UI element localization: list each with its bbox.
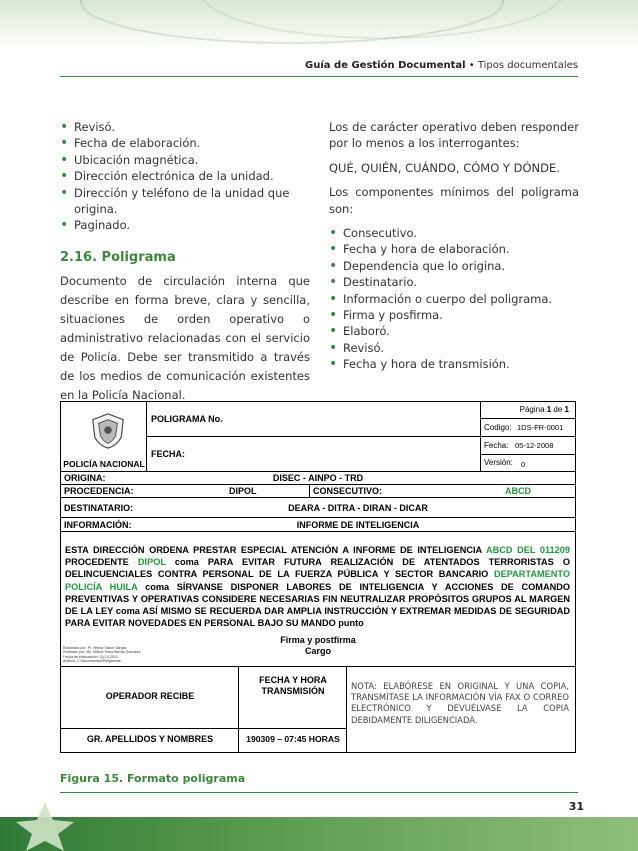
cargo-label: Cargo xyxy=(304,646,331,656)
fecha2-label: Fecha: xyxy=(484,441,509,450)
version-label: Versión: xyxy=(484,458,513,467)
procedencia-row xyxy=(61,485,575,498)
star-decoration-icon xyxy=(10,800,80,851)
firma-label: Firma y postfirma xyxy=(280,635,356,645)
list-item: • Fecha y hora de transmisión. xyxy=(329,356,579,372)
list-item: • Fecha y hora de elaboración. xyxy=(329,241,579,257)
left-bullet-list xyxy=(60,119,310,234)
body-highlight: ABCD DEL 011209 xyxy=(486,545,570,555)
informacion-label: INFORMACIÓN: xyxy=(64,520,132,530)
list-item: • Dirección electrónica de la unidad. xyxy=(60,168,310,184)
list-item: • Información o cuerpo del poligrama. xyxy=(329,291,579,307)
procedencia-value: DIPOL xyxy=(229,486,257,496)
grado-cell xyxy=(61,729,239,752)
components-intro: Los componentes mínimos del poligrama son: xyxy=(329,185,579,216)
destinatario-row xyxy=(61,498,575,518)
consecutivo-value: ABCD xyxy=(505,486,531,496)
origina-value: DISEC - AINPO - TRD xyxy=(272,473,364,483)
destinatario-label: DESTINATARIO: xyxy=(64,503,134,513)
metadata-line: Elaborado por: Pt. Héctor Tobón Vargas xyxy=(63,646,127,650)
codigo-label: Codigo: xyxy=(484,423,512,432)
poligrama-form xyxy=(60,401,576,753)
metadata-line: Archivo: C:\Documentos\Poligramas xyxy=(63,658,121,663)
right-bullet-list xyxy=(329,225,579,373)
header-subtitle: Tipos documentales xyxy=(477,60,578,71)
fecha-cell xyxy=(147,437,481,472)
version-value: 0 xyxy=(521,460,526,469)
header-title: Guía de Gestión Documental xyxy=(305,60,466,71)
page-number: 31 xyxy=(568,800,584,813)
pagina-text xyxy=(520,405,569,414)
operador-cell xyxy=(61,667,239,729)
body-cell xyxy=(61,532,575,667)
fecha-version-cell xyxy=(481,437,575,455)
list-item: • Fecha de elaboración. xyxy=(60,135,310,151)
intro-paragraph: Los de carácter operativo deben responder por lo menos a los interrogantes: xyxy=(329,120,579,151)
body-text: coma PARA EVITAR FUTURA REALIZACIÓN DE ATENTADOS TERRORISTAS O DELINCUENCIALES CONTRA PERSONAL DE LA FUERZA PÚBLICA Y SECTOR BANCARIO xyxy=(65,557,570,580)
pagina-of: de xyxy=(551,405,565,414)
list-item: • Paginado. xyxy=(60,217,310,233)
section-title: 2.16. Poligrama xyxy=(60,249,176,265)
origina-label: ORIGINA: xyxy=(64,473,106,483)
metadata-line: Revisado por: My. Wilson Yesid Bernal González xyxy=(63,650,141,655)
logo-cell xyxy=(61,402,147,472)
body-highlight: DIPOL xyxy=(137,557,166,568)
fecha-hora-label: FECHA Y HORA TRANSMISIÓN xyxy=(259,675,327,696)
body-text: PROCEDENTE xyxy=(65,557,138,568)
body-text: ESTA DIRECCIÓN ORDENA PRESTAR ESPECIAL ATENCIÓN A INFORME DE INTELIGENCIA xyxy=(65,545,487,555)
header-separator: • xyxy=(465,60,478,71)
body-highlight: DEPARTAMENTO POLICÍA HUILA xyxy=(65,569,570,592)
divider xyxy=(309,484,310,497)
informacion-value: INFORME DE INTELIGENCIA xyxy=(296,520,420,530)
operador-label: OPERADOR RECIBE xyxy=(105,691,195,701)
header-rule xyxy=(60,76,578,77)
list-item: • Revisó. xyxy=(329,340,579,356)
destinatario-value: DEARA - DITRA - DIRAN - DICAR xyxy=(288,503,428,513)
list-item: • Firma y posfirma. xyxy=(329,307,579,323)
codigo-value: 1DS-FR-0001 xyxy=(517,423,564,432)
poligrama-number-cell xyxy=(147,402,481,437)
list-item: • Consecutivo. xyxy=(329,225,579,241)
figure-caption: Figura 15. Formato poligrama xyxy=(60,772,246,785)
page-rule xyxy=(60,792,578,793)
procedencia-label: PROCEDENCIA: xyxy=(64,486,134,496)
body-text: coma SÍRVANSE DISPONER LABORES DE INTELIGENCIA Y ACCIONES DE COMANDO PREVENTIVAS Y OPERATIVAS CONSIDERE NECESARIAS FIN NEUTRALIZAR PROPÓSITOS GRUPOS AL MARGEN DE LA LEY coma ASÍ MISMO SE RECUERDA DAR AMPLIA INSTRUCCIÓN Y EXTREMAR MEDIDAS DE SEGURIDAD PARA EVITAR NOVEDADES EN PERSONAL BAJO SU MANDO punto xyxy=(65,581,571,629)
pagina-label: Página xyxy=(519,405,547,414)
metadata-line: Fecha de elaboración: 20-10-2012 xyxy=(63,654,118,659)
grado-label: GR. APELLIDOS Y NOMBRES xyxy=(86,734,214,744)
fecha-label: FECHA: xyxy=(151,449,185,459)
nota-cell xyxy=(347,667,575,729)
fecha2-value: 05-12-2008 xyxy=(515,441,554,450)
list-item: • Revisó. xyxy=(60,119,310,135)
nota-text: NOTA: ELABÓRESE EN ORIGINAL Y UNA COPIA, TRANSMÍTASE LA INFORMACIÓN VÍA FAX O CORREO ELECTRÓNICO Y DEVUÉLVASE LA COPIA DEBIDAMENTE DILIGENCIADA. xyxy=(351,681,569,725)
running-header xyxy=(305,60,578,71)
pagina-number: 1 xyxy=(546,405,552,414)
police-shield-icon xyxy=(89,412,127,450)
list-item: • Dependencia que lo origina. xyxy=(329,258,579,274)
pagina-cell xyxy=(481,402,575,419)
list-item: • Dirección y teléfono de la unidad que origina. xyxy=(60,185,310,218)
poligrama-label: POLIGRAMA No. xyxy=(151,414,223,424)
codigo-cell xyxy=(481,419,575,437)
list-item: • Destinatario. xyxy=(329,274,579,290)
left-column xyxy=(60,119,310,405)
questions-paragraph: QUÉ, QUIÉN, CUÁNDO, CÓMO Y DÓNDE. xyxy=(329,160,560,175)
section-body: Documento de circulación interna que describe en forma breve, clara y sencilla, situaciones de orden operativo o administrativo relacionadas con el servicio de Policía. Debe ser transmitido a través de los medios de comunicación existentes en la Policía Nacional. xyxy=(60,274,310,403)
org-name: POLICÍA NACIONAL xyxy=(63,459,145,469)
origina-row xyxy=(61,472,575,485)
list-item: • Ubicación magnética. xyxy=(60,152,310,168)
top-banner xyxy=(0,0,638,50)
hora-cell xyxy=(239,729,347,752)
informacion-row xyxy=(61,518,575,532)
fecha-hora-cell xyxy=(239,667,347,729)
consecutivo-label: CONSECUTIVO: xyxy=(313,486,383,496)
list-item: • Elaboró. xyxy=(329,323,579,339)
version-cell xyxy=(481,455,575,472)
metadata-lines xyxy=(63,646,141,663)
hora-value: 190309 – 07:45 HORAS xyxy=(246,734,340,744)
footer-bar xyxy=(0,817,638,851)
poligrama-body xyxy=(65,544,570,629)
right-column xyxy=(329,119,579,373)
pagina-total: 1 xyxy=(564,405,569,414)
